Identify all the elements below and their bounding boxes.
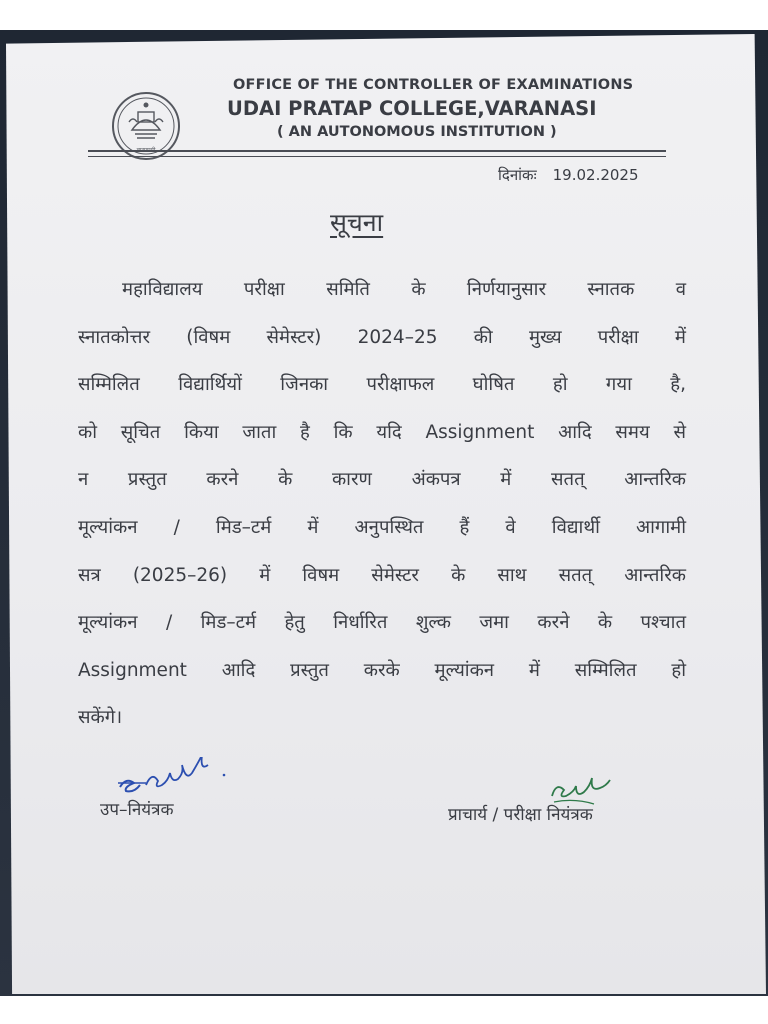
principal-controller-label: प्राचार्य / परीक्षा नियंत्रक (448, 805, 593, 825)
notice-title: सूचना (330, 208, 384, 237)
header-divider (88, 150, 666, 152)
notice-date (498, 165, 655, 185)
autonomous-label: ( AN AUTONOMOUS INSTITUTION ) (277, 124, 557, 140)
body-line: महाविद्यालय परीक्षा समिति के निर्णयानुसार स्नातक व (122, 279, 686, 300)
body-line: मूल्यांकन / मिड–टर्म में अनुपस्थित हैं वे विद्यार्थी आगामी (78, 516, 686, 538)
body-line: सकेंगे। (78, 707, 123, 729)
body-line: स्नातकोत्तर (विषम सेमेस्टर) 2024–25 की मुख्य परीक्षा में (78, 326, 686, 348)
office-heading: OFFICE OF THE CONTROLLER OF EXAMINATIONS (233, 77, 634, 93)
notice-body (78, 266, 686, 742)
date-value: 19.02.2025 (552, 166, 639, 184)
body-line: न प्रस्तुत करने के कारण अंकपत्र में सतत् आन्तरिक (78, 469, 686, 491)
body-line: को सूचित किया जाता है कि यदि Assignment आदि समय से (78, 421, 686, 443)
body-line: Assignment आदि प्रस्तुत करके मूल्यांकन में सम्मिलित हो (78, 659, 686, 681)
body-line: सत्र (2025–26) में विषम सेमेस्टर के साथ सतत् आन्तरिक (78, 564, 686, 586)
college-name: UDAI PRATAP COLLEGE,VARANASI (227, 97, 597, 120)
body-line: मूल्यांकन / मिड–टर्म हेतु निर्धारित शुल्क जमा करने के पश्चात (78, 612, 686, 634)
date-label: दिनांकः (498, 166, 537, 184)
header-divider-thin (88, 156, 666, 157)
body-line: सम्मिलित विद्यार्थियों जिनका परीक्षाफल घोषित हो गया है, (78, 374, 686, 396)
deputy-controller-signature (112, 757, 232, 797)
deputy-controller-label: उप–नियंत्रक (100, 800, 174, 820)
